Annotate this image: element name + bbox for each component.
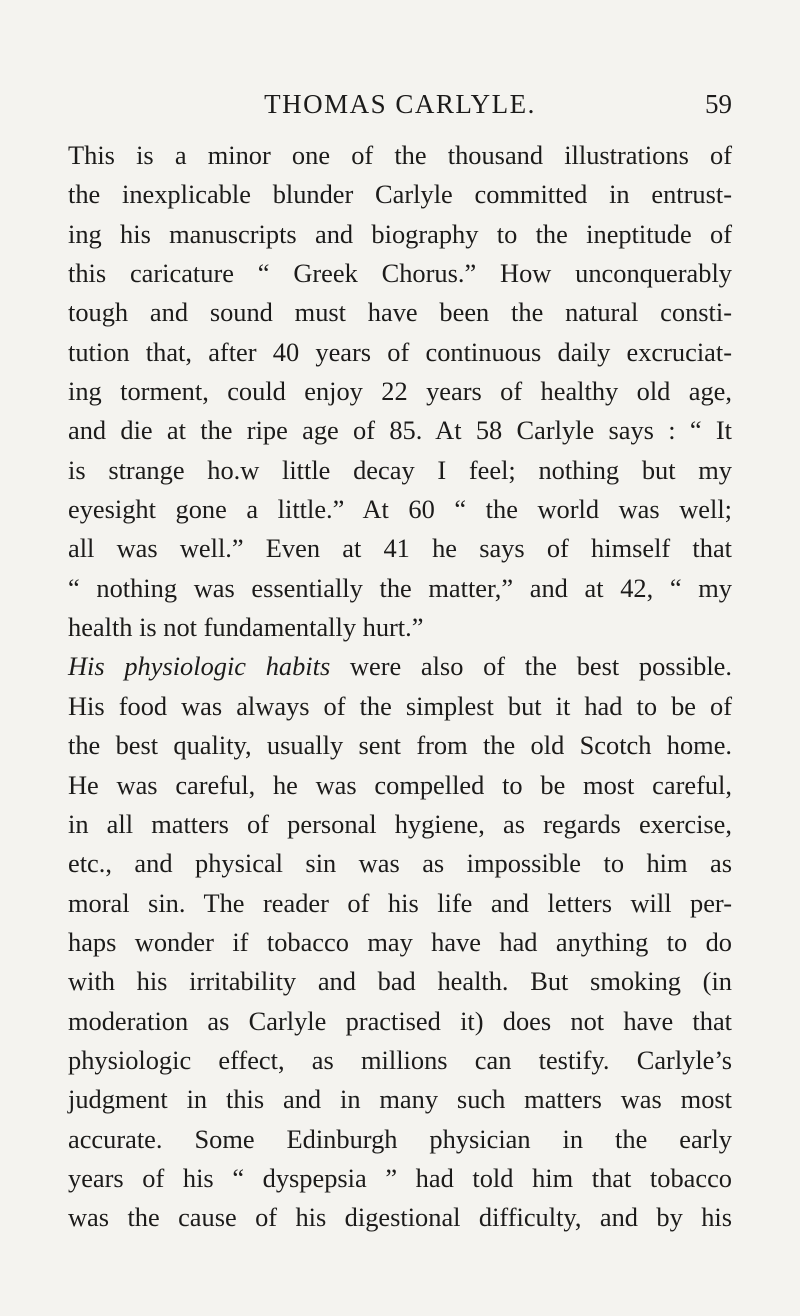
text-line: physiologic effect, as millions can testify. Carlyle’s	[68, 1044, 732, 1075]
text-line: and die at the ripe age of 85. At 58 Carlyle says : “ It	[68, 415, 732, 446]
paragraph-1	[68, 136, 732, 647]
text-line: ing his manuscripts and biography to the ineptitude of	[68, 218, 732, 249]
text-line: moral sin. The reader of his life and letters will per-	[68, 887, 732, 918]
text-line: tough and sound must have been the natural consti-	[68, 297, 732, 328]
text-line: tution that, after 40 years of continuous daily excruciat-	[68, 336, 732, 367]
paragraph-2	[68, 647, 732, 1237]
text-line: moderation as Carlyle practised it) does not have that	[68, 1005, 732, 1036]
text-line: the best quality, usually sent from the old Scotch home.	[68, 730, 732, 761]
text-line: His food was always of the simplest but it had to be of	[68, 690, 732, 721]
body-text	[68, 136, 732, 1238]
text-line: judgment in this and in many such matters was most	[68, 1084, 732, 1115]
text-line: eyesight gone a little.” At 60 “ the world was well;	[68, 494, 732, 525]
text-line: “ nothing was essentially the matter,” and at 42, “ my	[68, 572, 732, 603]
text-line: years of his “ dyspepsia ” had told him that tobacco	[68, 1162, 732, 1193]
text-line: health is not fundamentally hurt.”	[68, 612, 424, 643]
text-segment: were also of the best possible.	[330, 651, 732, 682]
text-line: accurate. Some Edinburgh physician in the early	[68, 1123, 732, 1154]
text-line: etc., and physical sin was as impossible to him as	[68, 848, 732, 879]
text-line: all was well.” Even at 41 he says of himself that	[68, 533, 732, 564]
running-title: THOMAS CARLYLE.	[264, 89, 536, 119]
text-line: with his irritability and bad health. But smoking (in	[68, 966, 732, 997]
text-line: haps wonder if tobacco may have had anything to do	[68, 926, 732, 957]
text-line: is strange ho.w little decay I feel; nothing but my	[68, 454, 732, 485]
page-number: 59	[705, 89, 732, 119]
text-line: was the cause of his digestional difficulty, and by his	[68, 1202, 732, 1233]
text-line: the inexplicable blunder Carlyle committed in entrust-	[68, 179, 732, 210]
text-line	[68, 647, 732, 686]
text-line: this caricature “ Greek Chorus.” How unconquerably	[68, 258, 732, 289]
text-line: This is a minor one of the thousand illustrations of	[68, 140, 732, 170]
text-line: He was careful, he was compelled to be most careful,	[68, 769, 732, 800]
text-line: ing torment, could enjoy 22 years of healthy old age,	[68, 376, 732, 407]
running-head	[68, 84, 732, 124]
italic-phrase: His physiologic habits	[68, 651, 331, 682]
text-line: in all matters of personal hygiene, as regards exercise,	[68, 808, 732, 839]
